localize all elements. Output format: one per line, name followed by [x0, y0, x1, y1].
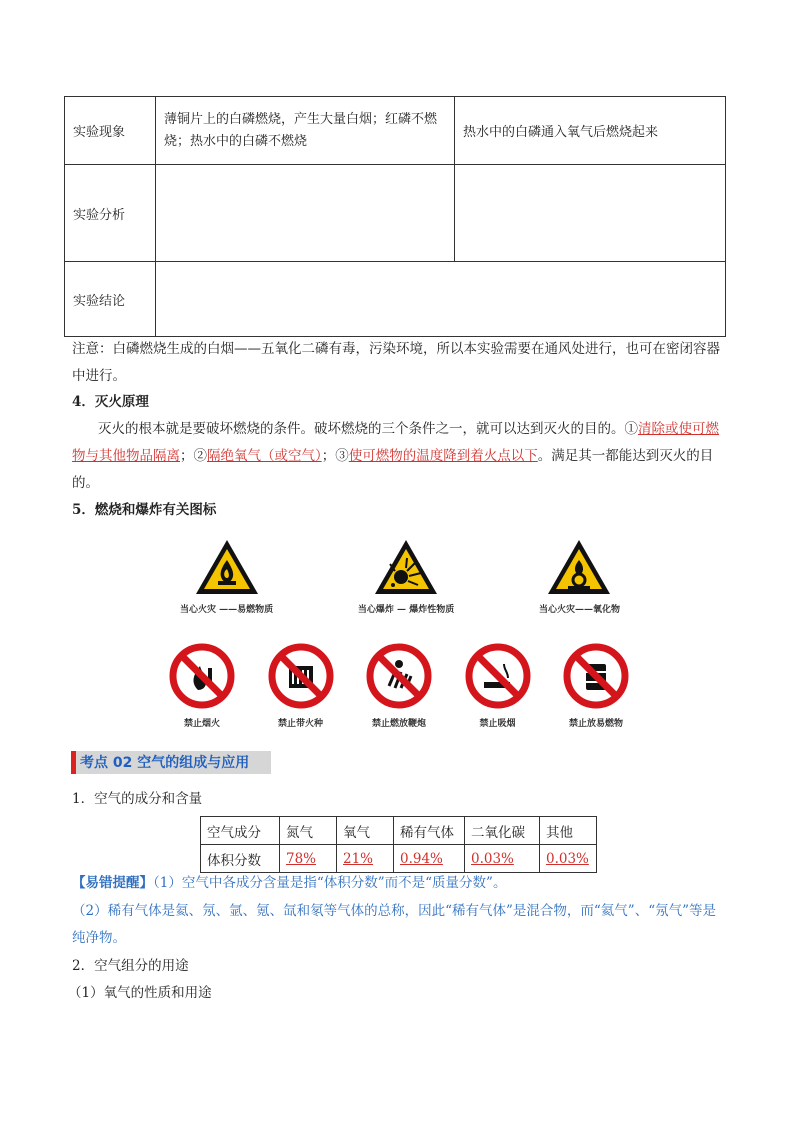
air-intro: 1．空气的成分和含量	[72, 791, 203, 807]
uses-title: 2．空气组分的用途	[72, 958, 189, 974]
sign-caption: 禁止带火种	[277, 719, 323, 729]
table-header-cell: 二氧化碳	[465, 817, 540, 845]
tip-label: 【易错提醒】	[72, 875, 153, 891]
table-cell	[455, 165, 726, 262]
no-firecrackers-icon	[365, 642, 433, 710]
section-4-paragraph	[72, 416, 728, 497]
note-paragraph: 注意：白磷燃烧生成的白烟——五氧化二磷有毒，污染环境，所以本实验需要在通风处进行，也可在密闭容器中进行。	[72, 341, 720, 384]
no-flammables-icon	[562, 642, 630, 710]
prohibition-sign	[365, 642, 433, 729]
table-header-cell: 空气成分	[201, 817, 280, 845]
table-cell: 0.94%	[394, 845, 465, 873]
prohibition-sign	[464, 642, 532, 729]
table-cell: 热水中的白磷通入氧气后燃烧起来	[455, 97, 726, 165]
row-label: 实验结论	[65, 262, 156, 337]
method-1: 清除或使可燃物与其他物品隔离	[72, 421, 719, 464]
section-heading: 考点 02 空气的组成与应用	[80, 755, 250, 771]
no-fire-icon	[168, 642, 236, 710]
table-header-cell: 稀有气体	[394, 817, 465, 845]
uses-subtitle: （1）氧气的性质和用途	[68, 985, 212, 1001]
table-header-cell: 氧气	[337, 817, 394, 845]
sign-caption: 禁止吸烟	[479, 719, 516, 729]
sign-caption: 当心爆炸 — 爆炸性物质	[357, 605, 455, 615]
prohibition-sign	[267, 642, 335, 729]
prohibition-signs	[168, 642, 630, 729]
tip-text: （1）空气中各成分含量是指“体积分数”而不是“质量分数”。	[153, 875, 507, 891]
table-cell: 0.03%	[540, 845, 597, 873]
paragraph-text: 灭火的根本就是要破坏燃烧的条件。破坏燃烧的三个条件之一，就可以达到灭火的目的。①	[98, 421, 638, 437]
table-row	[65, 165, 726, 262]
table-cell	[156, 165, 455, 262]
prohibition-sign	[562, 642, 630, 729]
section-5-title: 5．燃烧和爆炸有关图标	[72, 502, 217, 518]
table-header-cell: 氮气	[280, 817, 337, 845]
no-smoking-icon	[464, 642, 532, 710]
table-cell	[156, 262, 726, 337]
tip-line-2: （2）稀有气体是氦、氖、氩、氪、氙和氡等气体的总称，因此“稀有气体”是混合物，而“氦气”、“氖气”等是纯净物。	[72, 903, 716, 946]
oxidizer-icon	[546, 538, 612, 596]
table-header-cell: 其他	[540, 817, 597, 845]
table-row	[65, 97, 726, 165]
section-heading-marker	[71, 751, 76, 774]
tip-line-1	[72, 870, 728, 897]
row-label: 实验现象	[65, 97, 156, 165]
no-matches-icon	[267, 642, 335, 710]
explosive-icon	[373, 538, 439, 596]
table-row	[201, 817, 597, 845]
method-3: 使可燃物的温度降到着火点以下	[348, 448, 538, 464]
method-2: 隔绝氧气（或空气）	[207, 448, 322, 464]
sign-caption: 禁止烟火	[183, 719, 220, 729]
separator: ；②	[180, 448, 207, 464]
paragraph-text: 。满足其一都能达到灭火的目的。	[72, 448, 714, 491]
prohibition-sign	[168, 642, 236, 729]
section-4-title: 4．灭火原理	[72, 394, 149, 410]
sign-caption: 当心火灾——氧化物	[538, 605, 620, 615]
air-composition-table	[200, 816, 597, 873]
table-cell: 78%	[280, 845, 337, 873]
separator: ；③	[321, 448, 349, 464]
sign-caption: 禁止燃放鞭炮	[371, 719, 426, 729]
warning-sign	[180, 538, 273, 615]
row-label: 实验分析	[65, 165, 156, 262]
sign-caption: 当心火灾 ——易燃物质	[180, 605, 274, 615]
table-row	[201, 845, 597, 873]
warning-sign	[539, 538, 620, 615]
table-cell: 薄铜片上的白磷燃烧，产生大量白烟；红磷不燃烧；热水中的白磷不燃烧	[156, 97, 455, 165]
sign-caption: 禁止放易燃物	[568, 719, 623, 729]
warning-signs	[180, 538, 620, 615]
table-row	[65, 262, 726, 337]
table-cell: 0.03%	[465, 845, 540, 873]
table-row-label: 体积分数	[201, 845, 280, 873]
flammable-icon	[194, 538, 260, 596]
experiment-table	[64, 96, 726, 337]
table-cell: 21%	[337, 845, 394, 873]
warning-sign	[358, 538, 454, 615]
